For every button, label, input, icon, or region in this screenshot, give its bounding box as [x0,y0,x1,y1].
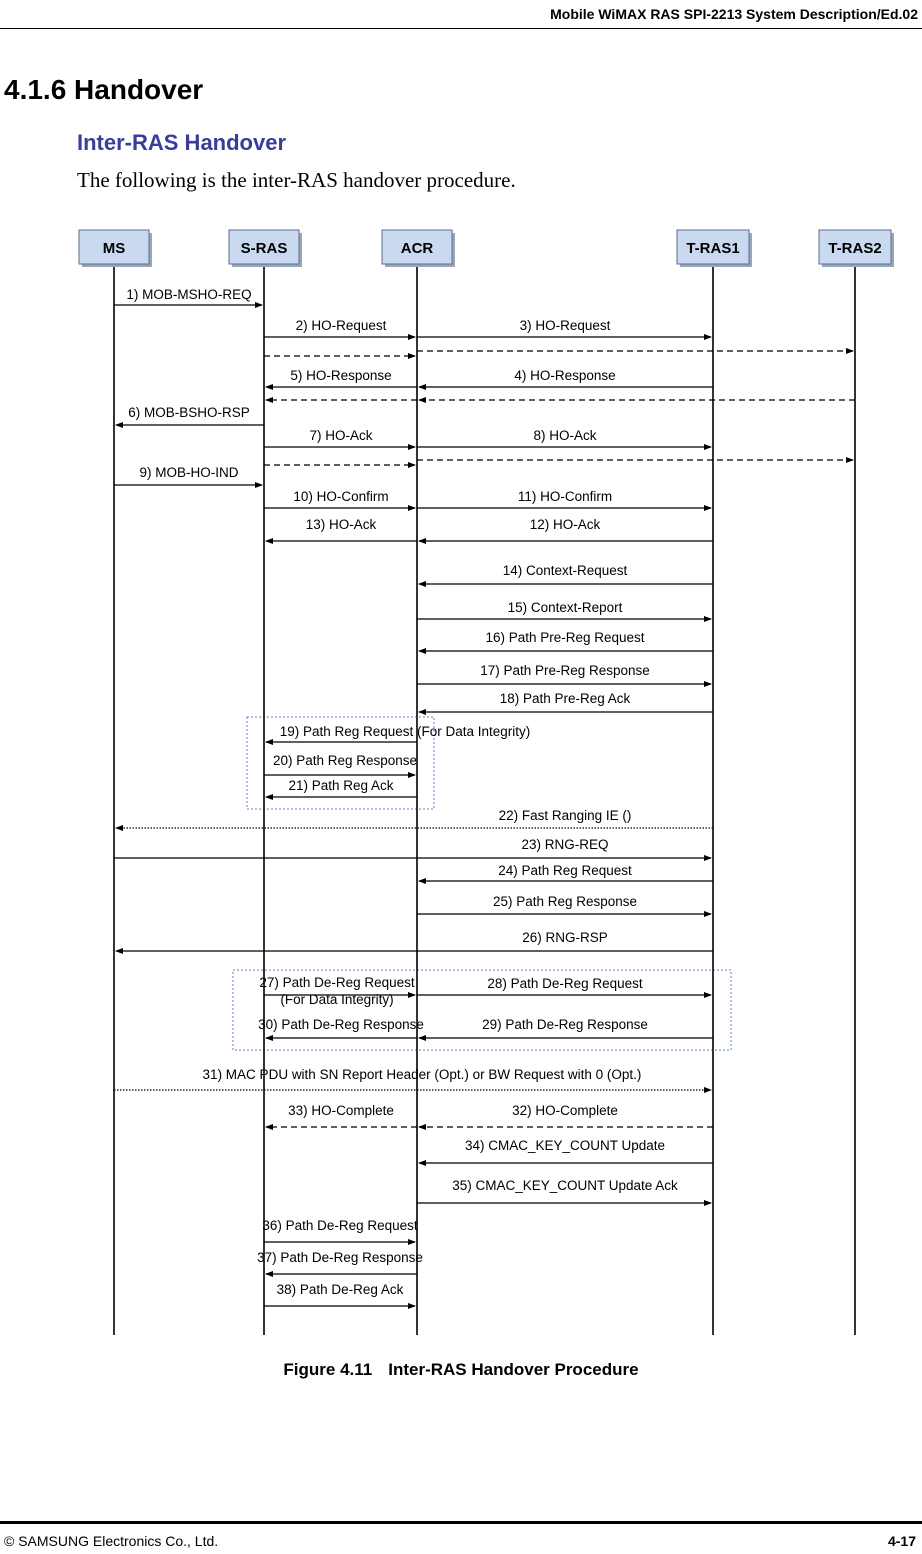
message-label: 5) HO-Response [290,368,392,383]
subsection-title: Inter-RAS Handover [77,130,287,155]
message-label: 6) MOB-BSHO-RSP [128,405,250,420]
message-label: 4) HO-Response [514,368,616,383]
message-label: 33) HO-Complete [288,1103,394,1118]
message-label: 7) HO-Ack [309,428,373,443]
message-label: 26) RNG-RSP [522,930,608,945]
message-label: 12) HO-Ack [529,517,601,532]
entity-label-t-ras2: T-RAS2 [828,240,882,257]
message-label: 38) Path De-Reg Ack [276,1282,404,1297]
message-label: 36) Path De-Reg Request [262,1218,418,1233]
message-label: 18) Path Pre-Reg Ack [499,691,631,706]
message-label: 15) Context-Report [507,600,623,615]
message-label: 23) RNG-REQ [521,837,609,852]
message-label: 27) Path De-Reg Request [259,975,415,990]
message-label-second-line: (For Data Integrity) [280,992,394,1007]
figure-number: Figure 4.11 [283,1360,373,1379]
figure-caption [0,1360,922,1380]
message-label: 8) HO-Ack [533,428,597,443]
footer-copyright: © SAMSUNG Electronics Co., Ltd. [4,1533,219,1549]
message-label: 35) CMAC_KEY_COUNT Update Ack [452,1178,678,1193]
message-label: 19) Path Reg Request (For Data Integrity) [279,724,531,739]
intro-paragraph: The following is the inter-RAS handover procedure. [77,168,516,192]
message-label: 20) Path Reg Response [272,753,418,768]
message-label: 16) Path Pre-Reg Request [485,630,645,645]
message-label: 30) Path De-Reg Response [258,1017,424,1032]
message-label: 10) HO-Confirm [293,489,389,504]
page-header [0,0,922,29]
footer-page-number: 4-17 [887,1533,916,1549]
figure-title: Inter-RAS Handover Procedure [388,1360,639,1379]
handover-sequence-diagram [0,220,922,1345]
header-title: Mobile WiMAX RAS SPI-2213 System Description/Ed.02 [550,6,918,22]
message-label: 37) Path De-Reg Response [257,1250,423,1265]
page-footer [0,1521,922,1554]
message-label: 13) HO-Ack [305,517,377,532]
message-label: 34) CMAC_KEY_COUNT Update [464,1138,666,1153]
message-label: 3) HO-Request [519,318,611,333]
message-label: 2) HO-Request [295,318,387,333]
message-label: 31) MAC PDU with SN Report Header (Opt.) or BW Request with 0 (Opt.) [202,1067,642,1082]
entity-label-acr: ACR [400,240,434,257]
message-label: 24) Path Reg Request [498,863,632,878]
message-label: 29) Path De-Reg Response [482,1017,648,1032]
message-label: 17) Path Pre-Reg Response [480,663,650,678]
message-label: 1) MOB-MSHO-REQ [126,287,252,302]
message-label: 22) Fast Ranging IE () [498,808,632,823]
message-label: 25) Path Reg Response [492,894,638,909]
message-label: 32) HO-Complete [512,1103,618,1118]
message-label: 11) HO-Confirm [517,489,613,504]
message-label: 21) Path Reg Ack [288,778,394,793]
message-label: 9) MOB-HO-IND [139,465,239,480]
section-title: 4.1.6 Handover [4,74,204,105]
message-label: 14) Context-Request [502,563,628,578]
entity-label-s-ras: S-RAS [240,240,288,257]
entity-label-ms: MS [102,240,126,257]
entity-label-t-ras1: T-RAS1 [686,240,740,257]
message-label: 28) Path De-Reg Request [487,976,643,991]
